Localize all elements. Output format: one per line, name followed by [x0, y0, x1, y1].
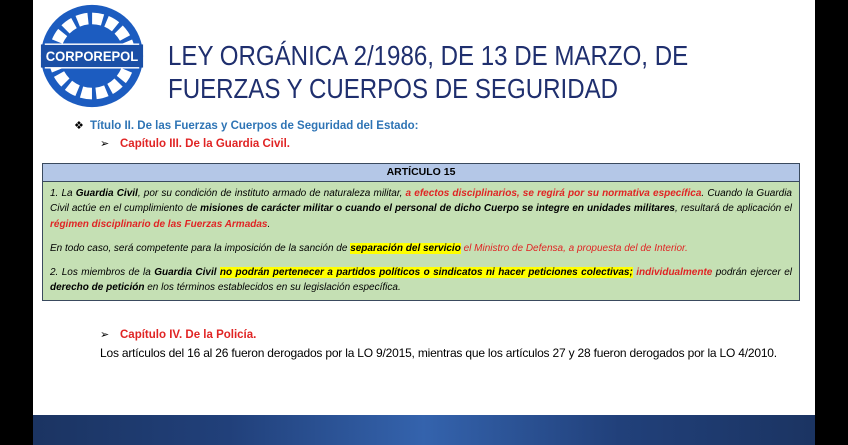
logo-band-bottom-line — [45, 67, 139, 68]
capitulo-iv-label: Capítulo IV. De la Policía. — [120, 329, 257, 341]
text-segment: . Cuando la Guardia Civil actúe en el cumplimiento de — [50, 188, 792, 215]
capitulo-iv-note: Los artículos del 16 al 26 fueron derogados por la LO 9/2015, mientras que los artículos 27 y 28 fueron derogados por la LO 4/2010. — [100, 346, 777, 360]
capitulo-iii-label: Capítulo III. De la Guardia Civil. — [120, 138, 290, 150]
text-segment-red-bold: individualmente — [636, 267, 713, 279]
text-segment: , por su condición de instituto armado de naturaleza militar, — [137, 188, 406, 199]
arrow-bullet-icon: ➢ — [100, 137, 110, 150]
text-segment-red-bold: régimen disciplinario de las Fuerzas Armadas — [50, 218, 268, 230]
text-segment: , resultará de aplicación el — [675, 203, 792, 215]
text-segment-red: el Ministro de Defensa, a propuesta del de Interior. — [460, 242, 688, 254]
text-segment: en los términos establecidos en su legislación específica. — [144, 282, 401, 294]
article-15-box — [42, 163, 800, 301]
diamond-bullet-icon: ❖ — [74, 119, 84, 132]
text-segment-bold: Guardia Civil — [154, 267, 217, 279]
article-paragraph-1 — [50, 186, 792, 232]
text-segment-red-bold: a efectos disciplinarios, se regirá por su normativa específica — [405, 188, 702, 199]
article-heading: ARTÍCULO 15 — [43, 164, 799, 182]
text-segment: . — [267, 218, 271, 230]
article-paragraph-2 — [50, 241, 792, 256]
slide-title-line-1: LEY ORGÁNICA 2/1986, DE 13 DE MARZO, DE — [168, 40, 689, 71]
arrow-bullet-icon: ➢ — [100, 328, 110, 341]
article-paragraph-3 — [50, 265, 792, 296]
footer-bar — [33, 415, 815, 445]
text-segment-bold: derecho de petición — [50, 282, 145, 294]
text-segment-highlighted: no podrán pertenecer a partidos políticos o sindicatos ni hacer peticiones colectivas; — [219, 267, 633, 279]
logo-band-top-line — [45, 43, 139, 44]
article-body — [43, 182, 799, 300]
text-segment: En todo caso, será competente para la imposición de la sanción de — [50, 242, 351, 254]
corporepol-logo — [39, 3, 145, 109]
logo-wordmark: CORPOREPOL — [45, 48, 139, 64]
slide — [33, 0, 815, 445]
text-segment-bold: Guardia Civil — [75, 188, 138, 199]
text-segment: podrán ejercer el — [712, 267, 792, 279]
text-segment: 1. La — [50, 188, 76, 199]
text-segment-bold: misiones de carácter militar o cuando el personal de dicho Cuerpo se integre en unidades militares — [200, 203, 675, 215]
slide-title — [168, 39, 688, 105]
slide-title-line-2: FUERZAS Y CUERPOS DE SEGURIDAD — [168, 73, 619, 104]
text-segment: 2. Los miembros de la — [50, 267, 155, 279]
titulo-ii-label: Título II. De las Fuerzas y Cuerpos de Seguridad del Estado: — [90, 120, 419, 132]
text-segment-highlighted: separación del servicio — [350, 242, 461, 254]
